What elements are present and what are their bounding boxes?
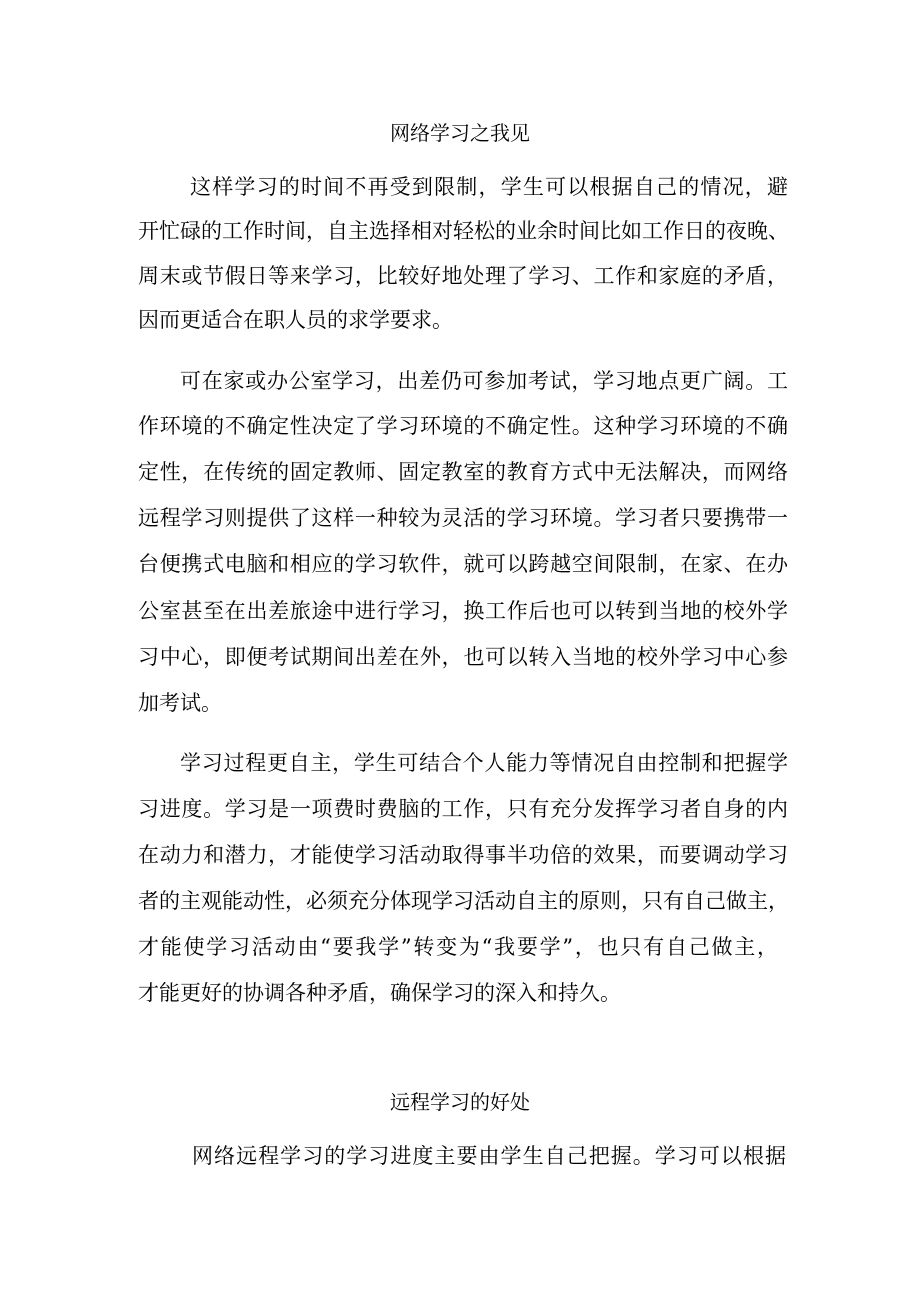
paragraph-3-line-4: 者的主观能动性，必须充分体现学习活动自主的原则，只有自己做主， (138, 889, 789, 913)
paragraph-3-line-5: 才能使学习活动由“要我学”转变为“我要学”，也只有自己做主， (138, 935, 778, 959)
section-heading: 远程学习的好处 (390, 1090, 530, 1114)
paragraph-4-line-1: 网络远程学习的学习进度主要由学生自己把握。学习可以根据 (192, 1144, 786, 1168)
paragraph-1-line-2: 开忙碌的工作时间，自主选择相对轻松的业余时间比如工作日的夜晚、 (138, 219, 789, 243)
document-title: 网络学习之我见 (390, 121, 530, 145)
paragraph-2-line-2: 作环境的不确定性决定了学习环境的不确定性。这种学习环境的不确 (138, 414, 788, 438)
paragraph-2-line-5: 台便携式电脑和相应的学习软件，就可以跨越空间限制，在家、在办 (138, 552, 788, 576)
paragraph-3-line-3: 在动力和潜力，才能使学习活动取得事半功倍的效果，而要调动学习 (138, 843, 788, 867)
paragraph-1-line-4: 因而更适合在职人员的求学要求。 (138, 308, 453, 332)
paragraph-2-line-8: 加考试。 (138, 691, 222, 715)
paragraph-1-line-1: 这样学习的时间不再受到限制，学生可以根据自己的情况，避 (190, 175, 788, 199)
paragraph-2-line-4: 远程学习则提供了这样一种较为灵活的学习环境。学习者只要携带一 (138, 506, 788, 530)
paragraph-2-line-3: 定性，在传统的固定教师、固定教室的教育方式中无法解决，而网络 (138, 460, 788, 484)
paragraph-3-line-1: 学习过程更自主，学生可结合个人能力等情况自由控制和把握学 (180, 751, 788, 775)
paragraph-3-line-6: 才能更好的协调各种矛盾，确保学习的深入和持久。 (138, 981, 621, 1005)
paragraph-2-line-7: 习中心，即便考试期间出差在外，也可以转入当地的校外学习中心参 (138, 645, 788, 669)
paragraph-3-line-2: 习进度。学习是一项费时费脑的工作，只有充分发挥学习者自身的内 (138, 797, 788, 821)
paragraph-2-line-1: 可在家或办公室学习，出差仍可参加考试，学习地点更广阔。工 (180, 369, 788, 393)
paragraph-2-line-6: 公室甚至在出差旅途中进行学习，换工作后也可以转到当地的校外学 (138, 599, 788, 623)
paragraph-1-line-3: 周末或节假日等来学习，比较好地处理了学习、工作和家庭的矛盾， (138, 264, 788, 288)
